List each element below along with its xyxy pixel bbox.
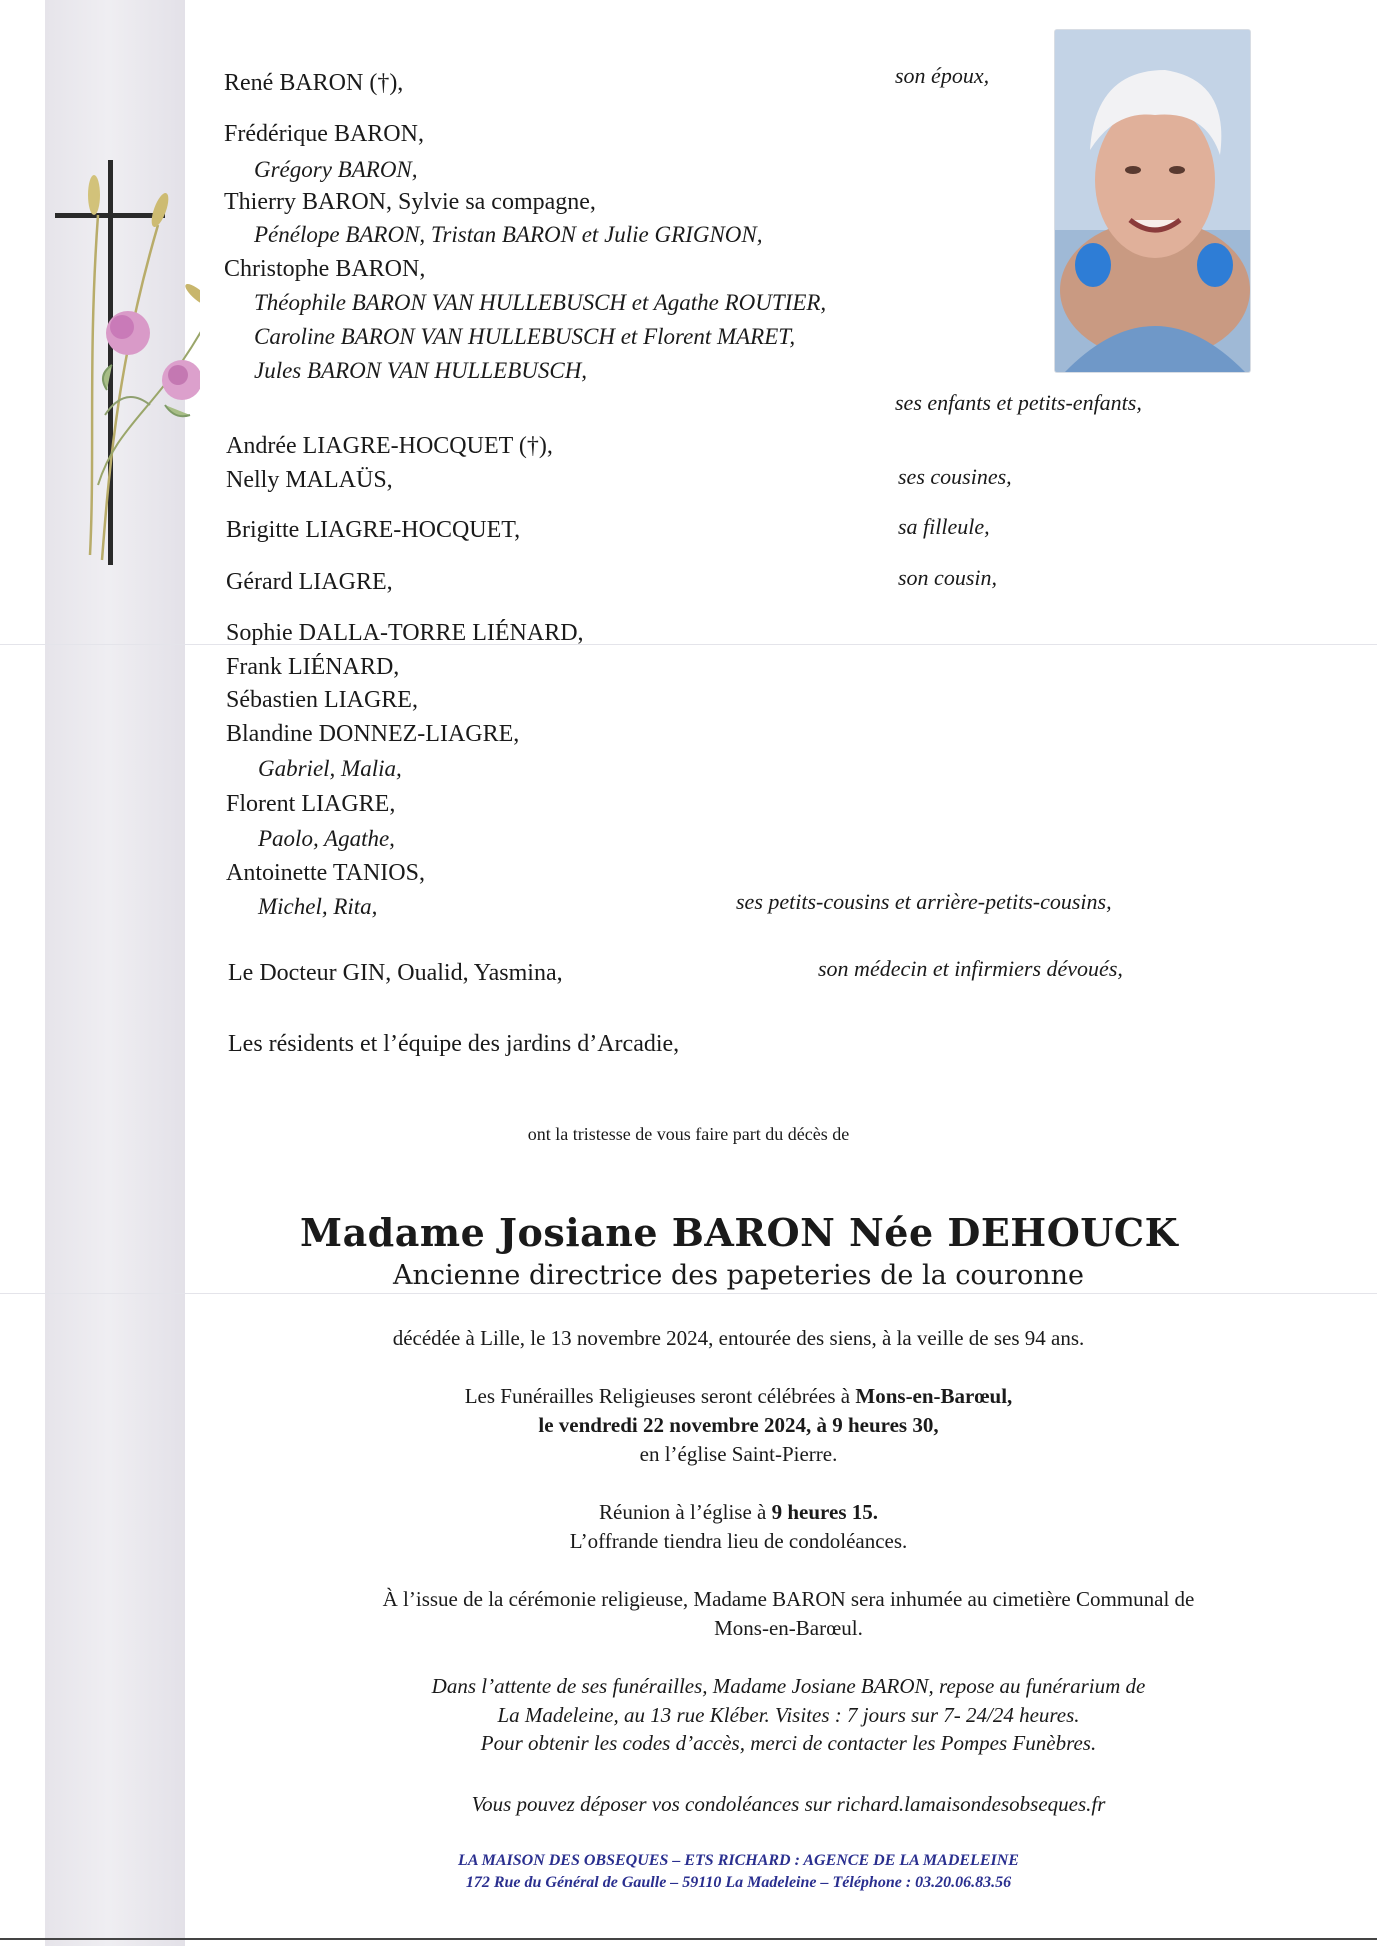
family-member-name: Blandine DONNEZ-LIAGRE, bbox=[226, 721, 520, 747]
funeral-home-info: Pour obtenir les codes d’accès, merci de contacter les Pompes Funèbres. bbox=[480, 1731, 1097, 1755]
cross-with-wheat-and-roses-icon bbox=[50, 155, 200, 575]
relation-label: sa filleule, bbox=[898, 514, 990, 539]
grandchild-name: Michel, Rita, bbox=[258, 894, 378, 919]
grandchild-name: Théophile BARON VAN HULLEBUSCH et Agathe ROUTIER, bbox=[254, 290, 827, 315]
family-member-name: Le Docteur GIN, Oualid, Yasmina, bbox=[228, 960, 563, 986]
bottom-divider bbox=[0, 1938, 1377, 1940]
funeral-location-line bbox=[250, 1382, 1227, 1410]
funeral-date: le vendredi 22 novembre 2024, à 9 heures 30, bbox=[538, 1413, 939, 1437]
family-member-name: Frank LIÉNARD, bbox=[226, 654, 400, 680]
family-member-name: Andrée LIAGRE-HOCQUET (†), bbox=[226, 433, 553, 459]
funeral-home-info: La Madeleine, au 13 rue Kléber. Visites : 7 jours sur 7- 24/24 heures. bbox=[497, 1703, 1080, 1727]
family-member-name: Antoinette TANIOS, bbox=[226, 860, 425, 886]
family-member-name: Christophe BARON, bbox=[224, 256, 426, 282]
relation-label: ses cousines, bbox=[898, 464, 1012, 489]
funeral-home-info: Dans l’attente de ses funérailles, Madame Josiane BARON, repose au funérarium de bbox=[431, 1674, 1146, 1698]
fold-line bbox=[0, 644, 1377, 645]
relation-label: ses petits-cousins et arrière-petits-cousins, bbox=[736, 889, 1112, 914]
family-member-name: Florent LIAGRE, bbox=[226, 791, 396, 817]
family-member-name: Les résidents et l’équipe des jardins d’Arcadie, bbox=[228, 1031, 680, 1057]
fold-line bbox=[0, 1293, 1377, 1294]
funeral-home-name: LA MAISON DES OBSEQUES – ETS RICHARD : AGENCE DE LA MADELEINE bbox=[458, 1852, 1019, 1869]
relation-label: son époux, bbox=[895, 63, 990, 88]
grandchild-name: Jules BARON VAN HULLEBUSCH, bbox=[254, 358, 588, 383]
death-details: décédée à Lille, le 13 novembre 2024, entourée des siens, à la veille de ses 94 ans. bbox=[392, 1326, 1085, 1350]
grandchild-name: Gabriel, Malia, bbox=[258, 756, 402, 781]
funeral-location-prefix: Les Funérailles Religieuses seront célébrées à bbox=[464, 1384, 856, 1408]
burial-info: Mons-en-Barœul. bbox=[714, 1616, 863, 1640]
family-member-name: Thierry BARON, Sylvie sa compagne, bbox=[224, 189, 596, 215]
funeral-church: en l’église Saint-Pierre. bbox=[639, 1442, 838, 1466]
grandchild-name: Grégory BARON, bbox=[254, 157, 418, 182]
family-member-name: Nelly MALAÜS, bbox=[226, 467, 393, 493]
family-member-name: René BARON (†), bbox=[224, 70, 404, 96]
relation-label: son médecin et infirmiers dévoués, bbox=[818, 956, 1123, 981]
grandchild-name: Paolo, Agathe, bbox=[258, 826, 395, 851]
funeral-town: Mons-en-Barœul, bbox=[855, 1384, 1013, 1408]
meeting-time-line bbox=[250, 1498, 1227, 1526]
family-member-name: Sébastien LIAGRE, bbox=[226, 687, 418, 713]
burial-info: À l’issue de la cérémonie religieuse, Madame BARON sera inhumée au cimetière Communal de bbox=[382, 1587, 1195, 1611]
offering-note: L’offrande tiendra lieu de condoléances. bbox=[569, 1529, 908, 1553]
grandchild-name: Pénélope BARON, Tristan BARON et Julie GRIGNON, bbox=[254, 222, 763, 247]
family-member-name: Sophie DALLA-TORRE LIÉNARD, bbox=[226, 620, 584, 646]
funeral-home-address: 172 Rue du Général de Gaulle – 59110 La Madeleine – Téléphone : 03.20.06.83.56 bbox=[465, 1874, 1012, 1891]
meeting-time: 9 heures 15. bbox=[771, 1500, 878, 1524]
deceased-portrait-photo bbox=[1055, 30, 1250, 372]
deceased-name-title: Madame Josiane BARON Née DEHOUCK bbox=[300, 1210, 1179, 1255]
relation-label: ses enfants et petits-enfants, bbox=[895, 390, 1142, 415]
announcement-intro: ont la tristesse de vous faire part du décès de bbox=[527, 1124, 850, 1144]
family-member-name: Frédérique BARON, bbox=[224, 121, 424, 147]
condolences-website: Vous pouvez déposer vos condoléances sur richard.lamaisondesobseques.fr bbox=[471, 1792, 1106, 1816]
relation-label: son cousin, bbox=[898, 565, 997, 590]
deceased-occupation: Ancienne directrice des papeteries de la couronne bbox=[393, 1260, 1084, 1291]
grandchild-name: Caroline BARON VAN HULLEBUSCH et Florent MARET, bbox=[254, 324, 796, 349]
meeting-prefix: Réunion à l’église à bbox=[599, 1500, 772, 1524]
family-member-name: Gérard LIAGRE, bbox=[226, 569, 393, 595]
family-member-name: Brigitte LIAGRE-HOCQUET, bbox=[226, 517, 521, 543]
